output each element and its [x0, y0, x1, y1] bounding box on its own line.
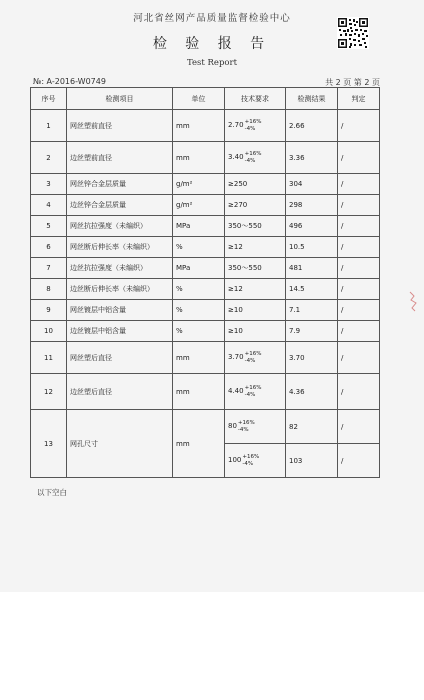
test-item: 边丝断后伸长率（未编织）: [67, 279, 173, 300]
test-item: 边丝塑前直径: [67, 142, 173, 174]
test-item: 网丝塑后直径: [67, 342, 173, 374]
verdict: /: [338, 374, 380, 410]
column-header: 单位: [173, 88, 225, 110]
row-number: 3: [31, 174, 67, 195]
result: 2.66: [286, 110, 338, 142]
unit: g/m²: [173, 174, 225, 195]
unit: mm: [173, 410, 225, 478]
requirement-base: 80: [228, 422, 237, 430]
row-number: 12: [31, 374, 67, 410]
unit: mm: [173, 374, 225, 410]
tolerance-plus: +16%: [237, 419, 255, 426]
table-row: [31, 410, 380, 444]
tolerance-minus: -4%: [244, 391, 256, 398]
table-row: [31, 321, 380, 342]
verdict: /: [338, 195, 380, 216]
verdict: /: [338, 410, 380, 444]
unit: %: [173, 279, 225, 300]
result: 10.5: [286, 237, 338, 258]
column-header: 检测结果: [286, 88, 338, 110]
result: 14.5: [286, 279, 338, 300]
requirement-base: 3.70: [228, 353, 244, 361]
requirement: [225, 374, 286, 410]
unit: mm: [173, 142, 225, 174]
requirement: 350～550: [225, 216, 286, 237]
test-item: 边丝抗拉强度（未编织）: [67, 258, 173, 279]
row-number: 6: [31, 237, 67, 258]
result: 304: [286, 174, 338, 195]
requirement-base: 100: [228, 456, 242, 464]
row-number: 9: [31, 300, 67, 321]
verdict: /: [338, 174, 380, 195]
verdict: /: [338, 237, 380, 258]
row-number: 1: [31, 110, 67, 142]
requirement: [225, 142, 286, 174]
unit: %: [173, 300, 225, 321]
report-number: №: A-2016-W0749: [33, 77, 106, 86]
requirement-base: 4.40: [228, 387, 244, 395]
test-item: 网丝抗拉强度（未编织）: [67, 216, 173, 237]
test-item: 网丝镀层中铝含量: [67, 300, 173, 321]
test-item: 网丝断后伸长率（未编织）: [67, 237, 173, 258]
tolerance-minus: -4%: [237, 426, 249, 433]
test-item: 边丝镀层中铝含量: [67, 321, 173, 342]
table-row: [31, 374, 380, 410]
unit: mm: [173, 342, 225, 374]
tolerance-plus: +16%: [242, 453, 260, 460]
test-item: 网丝塑前直径: [67, 110, 173, 142]
requirement-base: 3.40: [228, 153, 244, 161]
tolerance-plus: +16%: [244, 350, 262, 357]
row-number: 8: [31, 279, 67, 300]
table-header-row: [31, 88, 380, 110]
row-number: 7: [31, 258, 67, 279]
unit: g/m²: [173, 195, 225, 216]
result: 82: [286, 410, 338, 444]
table-row: [31, 174, 380, 195]
tolerance-minus: -4%: [244, 125, 256, 132]
column-header: 序号: [31, 88, 67, 110]
table-row: [31, 216, 380, 237]
tolerance-minus: -4%: [244, 157, 256, 164]
column-header: 判定: [338, 88, 380, 110]
row-number: 13: [31, 410, 67, 478]
test-item: 边丝塑后直径: [67, 374, 173, 410]
unit: MPa: [173, 216, 225, 237]
verdict: /: [338, 142, 380, 174]
result: 7.1: [286, 300, 338, 321]
tolerance-plus: +16%: [244, 384, 262, 391]
page-indicator: 共 2 页 第 2 页: [325, 78, 380, 87]
result: 496: [286, 216, 338, 237]
table-row: [31, 237, 380, 258]
verdict: /: [338, 321, 380, 342]
unit: mm: [173, 110, 225, 142]
requirement-base: 2.70: [228, 121, 244, 129]
table-row: [31, 279, 380, 300]
tolerance-minus: -4%: [244, 357, 256, 364]
verdict: /: [338, 216, 380, 237]
verdict: /: [338, 300, 380, 321]
unit: %: [173, 321, 225, 342]
row-number: 2: [31, 142, 67, 174]
requirement: ≥10: [225, 321, 286, 342]
requirement: [225, 444, 286, 478]
unit: %: [173, 237, 225, 258]
table-row: [31, 258, 380, 279]
row-number: 10: [31, 321, 67, 342]
result: 298: [286, 195, 338, 216]
row-number: 5: [31, 216, 67, 237]
test-item: 网丝锌合金层质量: [67, 174, 173, 195]
requirement: ≥12: [225, 279, 286, 300]
table-row: [31, 342, 380, 374]
table-row: [31, 110, 380, 142]
requirement: ≥12: [225, 237, 286, 258]
row-number: 11: [31, 342, 67, 374]
tolerance-plus: +16%: [244, 118, 262, 125]
result: 3.70: [286, 342, 338, 374]
report-subtitle: Test Report: [187, 58, 237, 68]
verdict: /: [338, 258, 380, 279]
results-table: [30, 87, 380, 478]
verdict: /: [338, 444, 380, 478]
table-row: [31, 195, 380, 216]
seal-edge-mark: [408, 290, 418, 312]
report-title: 检 验 报 告: [152, 36, 272, 52]
table-row: [31, 142, 380, 174]
requirement: [225, 110, 286, 142]
row-number: 4: [31, 195, 67, 216]
verdict: /: [338, 110, 380, 142]
result: 103: [286, 444, 338, 478]
organization-name: 河北省丝网产品质量监督检验中心: [133, 13, 291, 24]
requirement: ≥250: [225, 174, 286, 195]
test-item: 边丝锌合金层质量: [67, 195, 173, 216]
result: 481: [286, 258, 338, 279]
table-row: [31, 300, 380, 321]
requirement: 350～550: [225, 258, 286, 279]
requirement: ≥10: [225, 300, 286, 321]
result: 4.36: [286, 374, 338, 410]
end-of-table-note: 以下空白: [37, 488, 67, 497]
verdict: /: [338, 279, 380, 300]
tolerance-minus: -4%: [242, 460, 254, 467]
result: 3.36: [286, 142, 338, 174]
column-header: 检测项目: [67, 88, 173, 110]
requirement: ≥270: [225, 195, 286, 216]
tolerance-plus: +16%: [244, 150, 262, 157]
result: 7.9: [286, 321, 338, 342]
verdict: /: [338, 342, 380, 374]
test-item: 网孔尺寸: [67, 410, 173, 478]
requirement: [225, 342, 286, 374]
qr-code-icon: [337, 17, 369, 49]
unit: MPa: [173, 258, 225, 279]
requirement: [225, 410, 286, 444]
column-header: 技术要求: [225, 88, 286, 110]
